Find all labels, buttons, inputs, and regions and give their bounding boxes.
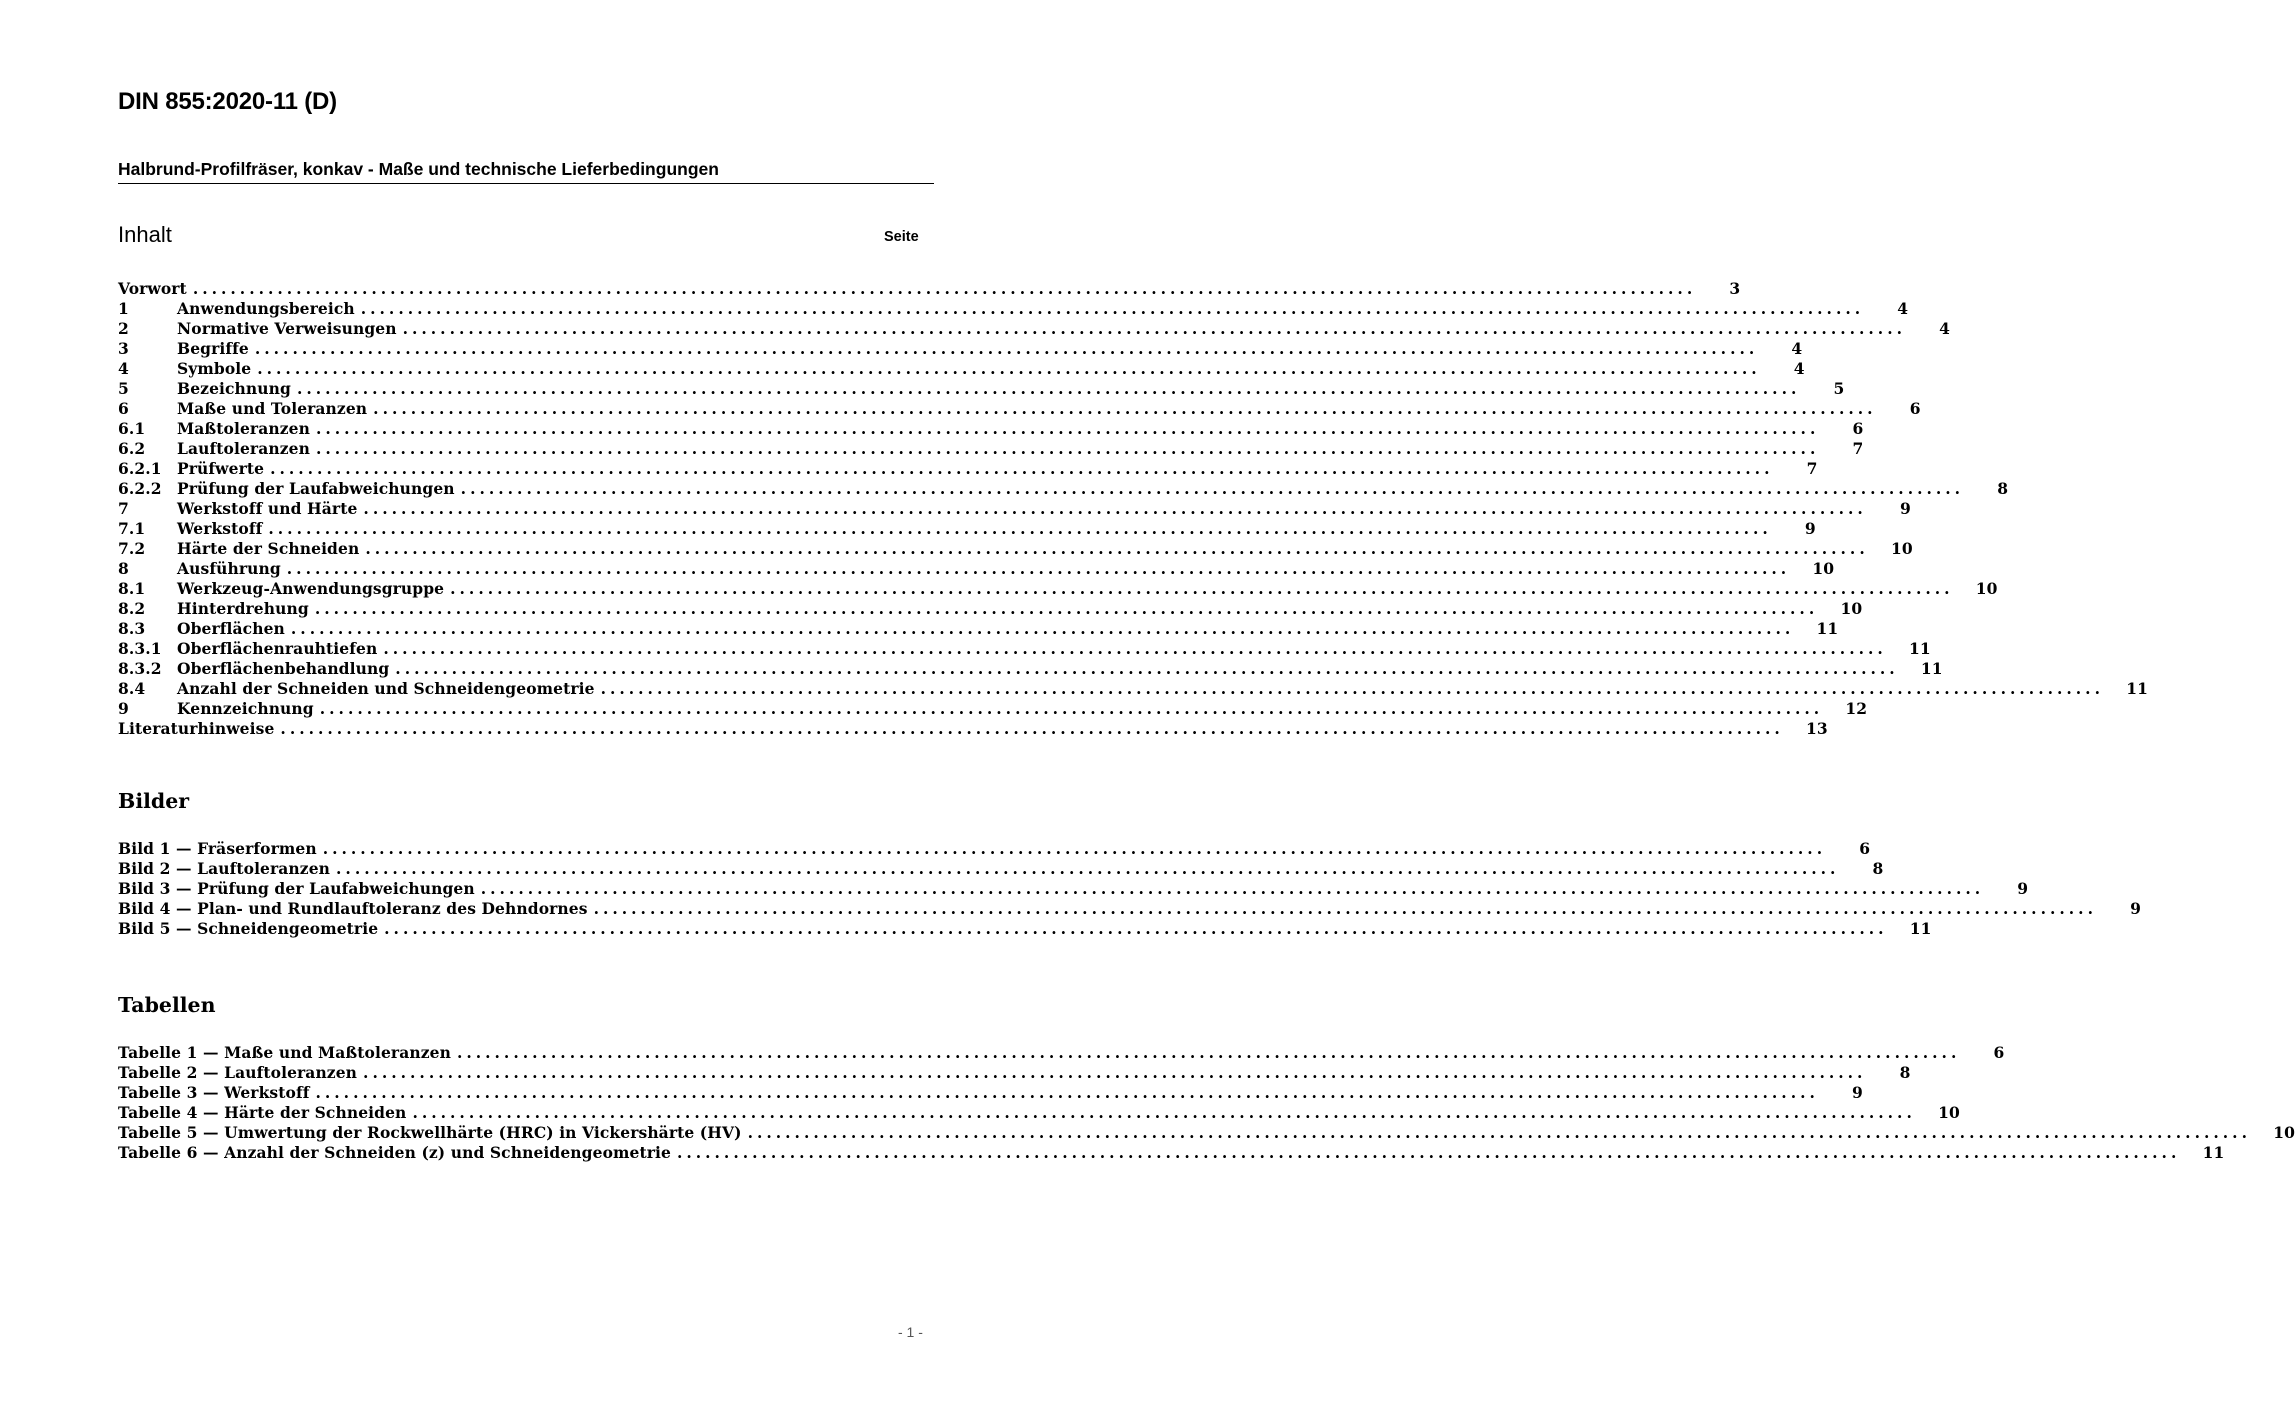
toc-entry-number: 8.3 bbox=[118, 619, 146, 638]
toc-entry-page: 10 bbox=[1975, 579, 1998, 598]
toc-row[interactable] bbox=[118, 719, 1828, 739]
dot-leader: ................................................................................................................................................................ bbox=[383, 639, 1887, 658]
toc-entry-title: Vorwort bbox=[118, 279, 187, 298]
dot-leader: ................................................................................................................................................................ bbox=[319, 699, 1824, 718]
dot-leader: ................................................................................................................................................................ bbox=[384, 919, 1888, 938]
dot-leader: ................................................................................................................................................................ bbox=[360, 299, 1865, 318]
toc-entry-number: 7.1 bbox=[118, 519, 146, 538]
toc-entry-page: 10 bbox=[1938, 1103, 1960, 1122]
dot-leader: ................................................................................................................................................................ bbox=[192, 279, 1697, 298]
toc-row[interactable] bbox=[118, 299, 1909, 319]
toc-entry-page: 8 bbox=[1899, 1063, 1911, 1082]
toc-row[interactable] bbox=[118, 699, 1868, 719]
table-list-row[interactable] bbox=[118, 1123, 2295, 1143]
toc-row[interactable] bbox=[118, 479, 2009, 499]
dot-leader: ................................................................................................................................................................ bbox=[286, 559, 1791, 578]
dot-leader: ................................................................................................................................................................ bbox=[315, 1083, 1819, 1102]
toc-entry-title: Begriffe bbox=[177, 339, 249, 358]
toc-entry-number: 3 bbox=[118, 339, 129, 358]
toc-entry-page: 11 bbox=[2126, 679, 2148, 698]
toc-row[interactable] bbox=[118, 399, 1921, 419]
table-list-row[interactable] bbox=[118, 1103, 1960, 1123]
toc-entry-number: 4 bbox=[118, 359, 129, 378]
toc-entry-number: 8.3.2 bbox=[118, 659, 162, 678]
toc-entry-page: 11 bbox=[1909, 919, 1932, 938]
toc-entry-page: 13 bbox=[1806, 719, 1828, 738]
toc-row[interactable] bbox=[118, 279, 1741, 299]
toc-entry-number: 8.1 bbox=[118, 579, 146, 598]
dot-leader: ................................................................................................................................................................ bbox=[314, 599, 1819, 618]
dot-leader: ................................................................................................................................................................ bbox=[336, 859, 1840, 878]
toc-row[interactable] bbox=[118, 339, 1803, 359]
toc-entry-title: Oberflächen bbox=[177, 619, 285, 638]
page-number: - 1 - bbox=[898, 1324, 923, 1340]
dot-leader: ................................................................................................................................................................ bbox=[747, 1123, 2251, 1142]
toc-entry-title: Bild 3 — Prüfung der Laufabweichungen bbox=[118, 879, 475, 898]
page-column-label: Seite bbox=[884, 229, 919, 245]
toc-entry-title: Bild 4 — Plan- und Rundlauftoleranz des Dehndornes bbox=[118, 899, 588, 918]
toc-entry-title: Symbole bbox=[177, 359, 252, 378]
toc-entry-number: 7.2 bbox=[118, 539, 146, 558]
toc-entry-number: 8 bbox=[118, 559, 129, 578]
document-title: DIN 855:2020-11 (D) bbox=[118, 88, 337, 115]
toc-entry-title: Werkstoff und Härte bbox=[177, 499, 358, 518]
toc-entry-page: 6 bbox=[1859, 839, 1871, 858]
toc-entry-number: 6.2.1 bbox=[118, 459, 162, 478]
toc-entry-page: 6 bbox=[1993, 1043, 2005, 1062]
dot-leader: ................................................................................................................................................................ bbox=[412, 1103, 1916, 1122]
toc-entry-page: 7 bbox=[1806, 459, 1818, 478]
dot-leader: ................................................................................................................................................................ bbox=[480, 879, 1985, 898]
toc-entry-page: 4 bbox=[1897, 299, 1909, 318]
toc-entry-page: 9 bbox=[1852, 1083, 1863, 1102]
dot-leader: ................................................................................................................................................................ bbox=[254, 339, 1759, 358]
table-list-row[interactable] bbox=[118, 1083, 1863, 1103]
toc-entry-title: Literaturhinweise bbox=[118, 719, 275, 738]
toc-entry-page: 11 bbox=[2202, 1143, 2225, 1162]
toc-row[interactable] bbox=[118, 619, 1839, 639]
figure-list-row[interactable] bbox=[118, 919, 1932, 939]
toc-entry-title: Maßtoleranzen bbox=[177, 419, 310, 438]
toc-entry-page: 9 bbox=[2017, 879, 2029, 898]
tables-list bbox=[118, 1043, 2295, 1163]
figure-list-row[interactable] bbox=[118, 899, 2141, 919]
figure-list-row[interactable] bbox=[118, 859, 1884, 879]
toc-entry-title: Härte der Schneiden bbox=[177, 539, 360, 558]
document-subtitle: Halbrund-Profilfräser, konkav - Maße und technische Lieferbedingungen bbox=[118, 159, 934, 184]
toc-entry-title: Hinterdrehung bbox=[177, 599, 309, 618]
toc-entry-number: 8.4 bbox=[118, 679, 146, 698]
toc-entry-number: 6.2 bbox=[118, 439, 146, 458]
toc-entry-title: Bezeichnung bbox=[177, 379, 291, 398]
toc-entry-title: Tabelle 1 — Maße und Maßtoleranzen bbox=[118, 1043, 451, 1062]
figure-list-row[interactable] bbox=[118, 839, 1871, 859]
toc-entry-title: Werkstoff bbox=[177, 519, 263, 538]
table-list-row[interactable] bbox=[118, 1043, 2005, 1063]
toc-entry-number: 6.1 bbox=[118, 419, 146, 438]
toc-row[interactable] bbox=[118, 599, 1863, 619]
toc-entry-number: 1 bbox=[118, 299, 129, 318]
toc-entry-page: 12 bbox=[1845, 699, 1868, 718]
dot-leader: ................................................................................................................................................................ bbox=[365, 539, 1869, 558]
table-list-row[interactable] bbox=[118, 1063, 1911, 1083]
toc-entry-title: Kennzeichnung bbox=[177, 699, 314, 718]
toc-entry-number: 7 bbox=[118, 499, 129, 518]
toc-entry-page: 10 bbox=[1890, 539, 1913, 558]
toc-entry-page: 5 bbox=[1833, 379, 1845, 398]
toc-entry-title: Maße und Toleranzen bbox=[177, 399, 368, 418]
toc-entry-title: Bild 2 — Lauftoleranzen bbox=[118, 859, 331, 878]
toc-entry-number: 6.2.2 bbox=[118, 479, 162, 498]
dot-leader: ................................................................................................................................................................ bbox=[456, 1043, 1961, 1062]
toc-entry-title: Normative Verweisungen bbox=[177, 319, 397, 338]
toc-entry-title: Prüfung der Laufabweichungen bbox=[177, 479, 455, 498]
dot-leader: ................................................................................................................................................................ bbox=[315, 439, 1820, 458]
toc-entry-title: Tabelle 5 — Umwertung der Rockwellhärte (HRC) in Vickershärte (HV) bbox=[118, 1123, 742, 1142]
figures-heading: Bilder bbox=[118, 789, 190, 813]
dot-leader: ................................................................................................................................................................ bbox=[257, 359, 1761, 378]
toc-entry-page: 4 bbox=[1939, 319, 1950, 338]
dot-leader: ................................................................................................................................................................ bbox=[395, 659, 1899, 678]
toc-entry-page: 11 bbox=[1816, 619, 1839, 638]
toc-entry-title: Lauftoleranzen bbox=[177, 439, 310, 458]
dot-leader: ................................................................................................................................................................ bbox=[593, 899, 2097, 918]
toc-entry-page: 7 bbox=[1852, 439, 1864, 458]
dot-leader: ................................................................................................................................................................ bbox=[363, 1063, 1867, 1082]
toc-entry-number: 2 bbox=[118, 319, 129, 338]
toc-entry-title: Oberflächenrauhtiefen bbox=[177, 639, 378, 658]
toc-row[interactable] bbox=[118, 459, 1818, 479]
toc-entry-page: 11 bbox=[1920, 659, 1943, 678]
toc-entry-page: 8 bbox=[1997, 479, 2009, 498]
toc-entry-title: Anwendungsbereich bbox=[177, 299, 355, 318]
toc-entry-page: 9 bbox=[1804, 519, 1816, 538]
toc-entry-title: Werkzeug-Anwendungsgruppe bbox=[177, 579, 445, 598]
toc-row[interactable] bbox=[118, 639, 1931, 659]
dot-leader: ................................................................................................................................................................ bbox=[290, 619, 1795, 638]
toc-entry-number: 8.2 bbox=[118, 599, 146, 618]
dot-leader: ................................................................................................................................................................ bbox=[270, 459, 1774, 478]
toc-entry-page: 10 bbox=[1840, 599, 1863, 618]
toc-row[interactable] bbox=[118, 419, 1864, 439]
toc-entry-page: 3 bbox=[1729, 279, 1741, 298]
toc-entry-title: Tabelle 4 — Härte der Schneiden bbox=[118, 1103, 407, 1122]
toc-entry-number: 9 bbox=[118, 699, 129, 718]
toc-entry-title: Bild 5 — Schneidengeometrie bbox=[118, 919, 379, 938]
toc-row[interactable] bbox=[118, 379, 1845, 399]
toc-row[interactable] bbox=[118, 519, 1816, 539]
toc-row[interactable] bbox=[118, 579, 1998, 599]
toc-row[interactable] bbox=[118, 319, 1950, 339]
dot-leader: ................................................................................................................................................................ bbox=[268, 519, 1772, 538]
figures-list bbox=[118, 839, 2141, 939]
dot-leader: ................................................................................................................................................................ bbox=[676, 1143, 2181, 1162]
dot-leader: ................................................................................................................................................................ bbox=[600, 679, 2104, 698]
dot-leader: ................................................................................................................................................................ bbox=[373, 399, 1877, 418]
toc-entry-page: 6 bbox=[1852, 419, 1864, 438]
toc-entry-title: Tabelle 3 — Werkstoff bbox=[118, 1083, 310, 1102]
toc-entry-title: Prüfwerte bbox=[177, 459, 265, 478]
dot-leader: ................................................................................................................................................................ bbox=[450, 579, 1954, 598]
toc-row[interactable] bbox=[118, 659, 1943, 679]
toc-entry-page: 4 bbox=[1793, 359, 1805, 378]
toc-entry-title: Ausführung bbox=[177, 559, 281, 578]
toc-entry-title: Bild 1 — Fräserformen bbox=[118, 839, 317, 858]
toc-entry-page: 10 bbox=[2273, 1123, 2295, 1142]
toc-entry-number: 8.3.1 bbox=[118, 639, 162, 658]
dot-leader: ................................................................................................................................................................ bbox=[322, 839, 1827, 858]
toc-row[interactable] bbox=[118, 679, 2148, 699]
toc-entry-title: Tabelle 2 — Lauftoleranzen bbox=[118, 1063, 358, 1082]
toc-entry-number: 6 bbox=[118, 399, 129, 418]
toc-entry-number: 5 bbox=[118, 379, 129, 398]
dot-leader: ................................................................................................................................................................ bbox=[315, 419, 1820, 438]
toc-entry-page: 11 bbox=[1909, 639, 1931, 658]
toc-row[interactable] bbox=[118, 559, 1835, 579]
dot-leader: ................................................................................................................................................................ bbox=[363, 499, 1867, 518]
contents-list bbox=[118, 279, 2148, 739]
toc-entry-page: 8 bbox=[1872, 859, 1884, 878]
toc-entry-title: Oberflächenbehandlung bbox=[177, 659, 390, 678]
toc-entry-title: Anzahl der Schneiden und Schneidengeometrie bbox=[177, 679, 595, 698]
toc-entry-page: 4 bbox=[1791, 339, 1803, 358]
toc-entry-page: 9 bbox=[2130, 899, 2141, 918]
toc-entry-title: Tabelle 6 — Anzahl der Schneiden (z) und Schneidengeometrie bbox=[118, 1143, 671, 1162]
table-list-row[interactable] bbox=[118, 1143, 2225, 1163]
toc-entry-page: 10 bbox=[1812, 559, 1835, 578]
contents-heading: Inhalt bbox=[118, 222, 172, 247]
toc-row[interactable] bbox=[118, 439, 1864, 459]
tables-heading: Tabellen bbox=[118, 993, 216, 1017]
toc-entry-page: 9 bbox=[1899, 499, 1911, 518]
toc-row[interactable] bbox=[118, 539, 1913, 559]
dot-leader: ................................................................................................................................................................ bbox=[296, 379, 1801, 398]
toc-row[interactable] bbox=[118, 499, 1911, 519]
dot-leader: ................................................................................................................................................................ bbox=[280, 719, 1784, 738]
toc-row[interactable] bbox=[118, 359, 1805, 379]
figure-list-row[interactable] bbox=[118, 879, 2029, 899]
dot-leader: ................................................................................................................................................................ bbox=[402, 319, 1906, 338]
dot-leader: ................................................................................................................................................................ bbox=[460, 479, 1965, 498]
toc-entry-page: 6 bbox=[1909, 399, 1921, 418]
